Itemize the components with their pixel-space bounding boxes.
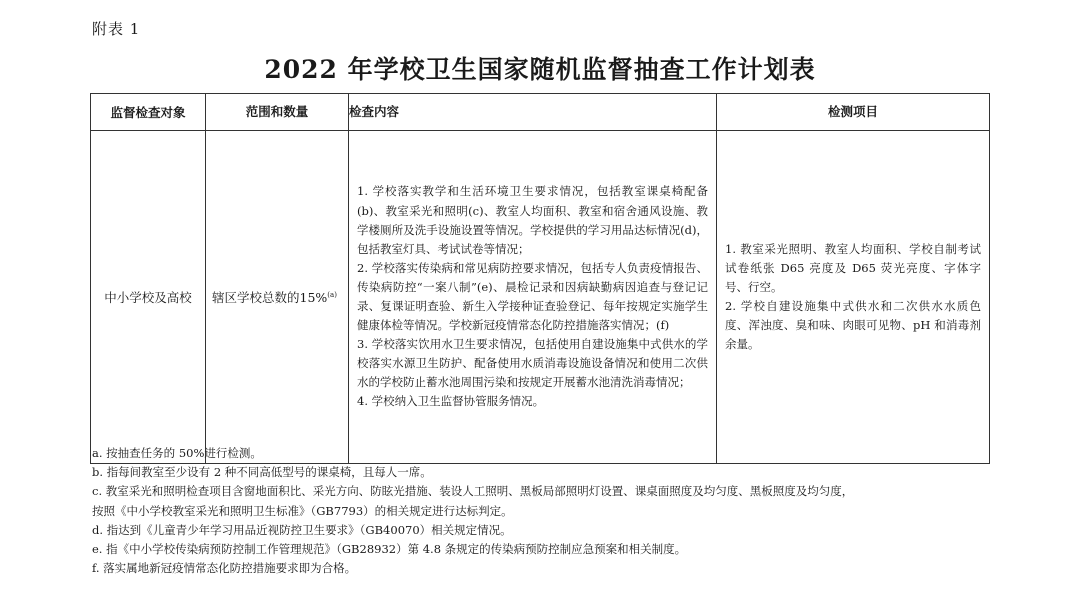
footnote-a: a. 按抽查任务的 50%进行检测。	[92, 446, 262, 460]
content-item: 1. 学校落实教学和生活环境卫生要求情况，包括教室课桌椅配备(b)、教室采光和照明(c)、教室人均面积、教室和宿舍通风设施、教学楼厕所及洗手设施设置等情况。学校提供的学习用品达标情况(d)，包括教室灯具、考试试卷等情况；	[357, 184, 708, 256]
scope-text: 辖区学校总数的15%	[212, 290, 328, 306]
content-item: 3. 学校落实饮用水卫生要求情况，包括使用自建设施集中式供水的学校落实水源卫生防护、配备使用水质消毒设施设备情况和使用二次供水的学校防止蓄水池周围污染和按规定开展蓄水池清洗消毒情况；	[357, 337, 708, 390]
document-title: 2022 年学校卫生国家随机监督抽查工作计划表	[264, 55, 816, 84]
footnotes	[92, 444, 992, 578]
footnote-c-continued: 按照《中小学校教室采光和照明卫生标准》（GB7793）的相关规定进行达标判定。	[92, 503, 513, 518]
scope-footnote-ref: (a)	[327, 291, 337, 300]
appendix-label: 附表 1	[92, 20, 141, 38]
table-row	[91, 131, 990, 464]
cell-content	[349, 131, 717, 464]
header-scope: 范围和数量	[206, 94, 349, 131]
test-item: 1. 教室采光照明、教室人均面积、学校自制考试试卷纸张 D65 亮度及 D65 荧光亮度、字体字号、行空。	[725, 241, 981, 294]
cell-target: 中小学校及高校	[91, 131, 206, 464]
footnote-f: f. 落实属地新冠疫情常态化防控措施要求即为合格。	[92, 561, 357, 576]
footnote-d: d. 指达到《儿童青少年学习用品近视防控卫生要求》（GB40070）相关规定情况。	[92, 522, 512, 537]
table-header-row	[91, 94, 990, 131]
content-item: 2. 学校落实传染病和常见病防控要求情况，包括专人负责疫情报告、传染病防控“一案八制”(e)、晨检记录和因病缺勤病因追查与登记记录、复课证明查验、新生入学接种证查验登记、每年按规定实施学生健康体检等情况。学校新冠疫情常态化防控措施落实情况；(f)	[357, 260, 708, 333]
inspection-plan-table	[90, 93, 990, 464]
footnote-b: b. 指每间教室至少设有 2 种不同高低型号的课桌椅，且每人一席。	[92, 465, 432, 480]
header-content: 检查内容	[349, 94, 717, 131]
cell-test-items	[717, 131, 990, 464]
cell-scope	[206, 131, 349, 464]
footnote-c: c. 教室采光和照明检查项目含窗地面积比、采光方向、防眩光措施、装设人工照明、黑板局部照明灯设置、课桌面照度及均匀度、黑板照度及均匀度，	[92, 484, 854, 499]
content-item: 4. 学校纳入卫生监督协管服务情况。	[357, 394, 545, 409]
footnote-e: e. 指《中小学校传染病预防控制工作管理规范》（GB28932）第 4.8 条规定的传染病预防控制应急预案和相关制度。	[92, 542, 687, 557]
header-target: 监督检查对象	[91, 94, 206, 131]
header-test-items: 检测项目	[717, 94, 990, 131]
test-item: 2. 学校自建设施集中式供水和二次供水水质色度、浑浊度、臭和味、肉眼可见物、pH 和消毒剂余量。	[725, 299, 981, 352]
